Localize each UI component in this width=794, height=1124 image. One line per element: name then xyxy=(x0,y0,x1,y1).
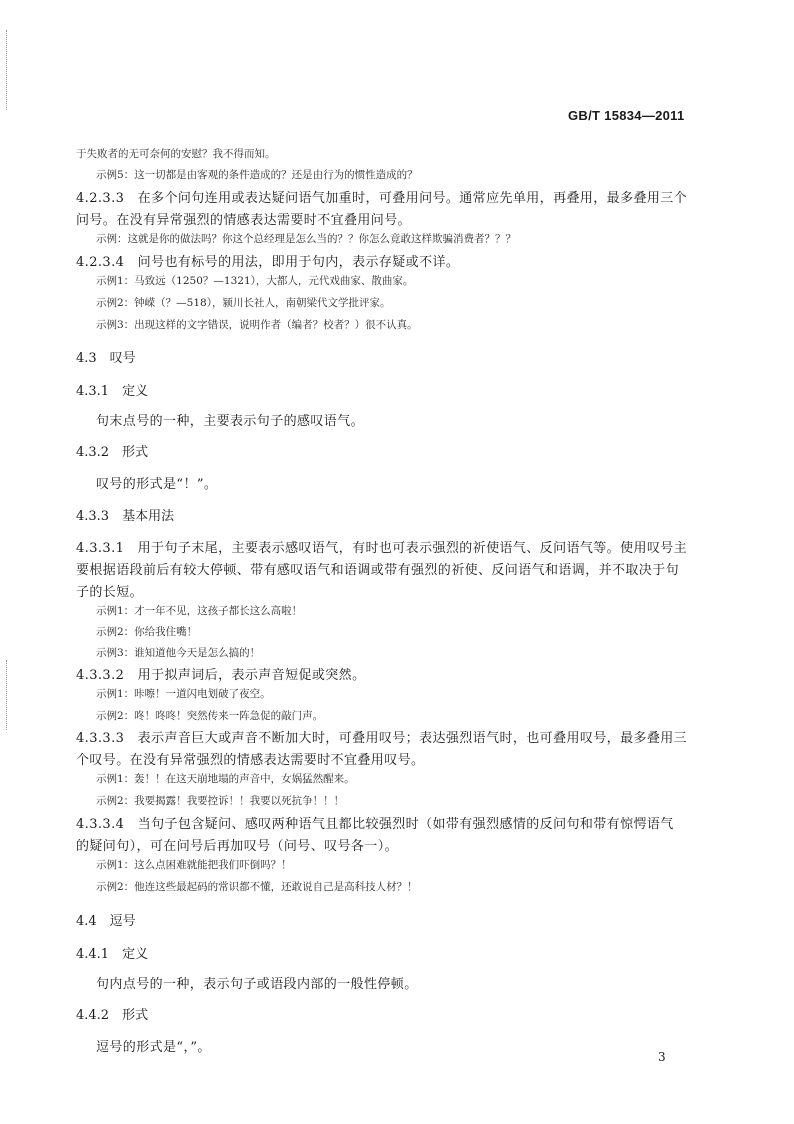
page-number: 3 xyxy=(658,1050,666,1064)
body-text-line: 逗号的形式是“，”。 xyxy=(96,1040,211,1055)
example-line: 示例3：出现这样的文字错误，说明作者（编者？校者？）很不认真。 xyxy=(96,319,418,331)
subsection-heading-4-3-1: 4.3.1 定义 xyxy=(76,384,149,399)
example-line: 示例2：咚！咚咚！突然传来一阵急促的敲门声。 xyxy=(96,710,324,722)
binding-margin-dots xyxy=(6,30,9,110)
example-line: 于失败者的无可奈何的安慰？我不得而知。 xyxy=(76,148,276,160)
clause-4-3-3-3: 4.3.3.3 表示声音巨大或声音不断加大时，可叠用叹号；表达强烈语气时，也可叠用叹号，最多叠用三 xyxy=(76,731,688,746)
example-line: 示例：这就是你的做法吗？你这个总经理是怎么当的？？你怎么竟敢这样欺骗消费者？？？ xyxy=(96,233,516,245)
example-line: 示例2：你给我住嘴！ xyxy=(96,626,198,638)
example-line: 示例1：轰！！在这天崩地塌的声音中，女娲猛然醒来。 xyxy=(96,773,355,785)
clause-4-3-3-1: 4.3.3.1 用于句子末尾，主要表示感叹语气，有时也可表示强烈的祈使语气、反问语气等。使用叹号主 xyxy=(76,541,688,556)
example-line: 示例2：我要揭露！我要控诉！！我要以死抗争！！！ xyxy=(96,795,345,807)
body-text-line: 子的长短。 xyxy=(76,585,144,600)
body-text-line: 问号。在没有异常强烈的情感表达需要时不宜叠用问号。 xyxy=(76,213,412,228)
clause-4-3-3-2: 4.3.3.2 用于拟声词后，表示声音短促或突然。 xyxy=(76,668,366,683)
subsection-heading-4-3-3: 4.3.3 基本用法 xyxy=(76,509,175,524)
section-heading-4-3: 4.3 叹号 xyxy=(76,351,136,366)
subsection-heading-4-4-1: 4.4.1 定义 xyxy=(76,947,149,962)
clause-4-2-3-3: 4.2.3.3 在多个问句连用或表达疑问语气加重时，可叠用问号。通常应先单用，再叠用，最多叠用三个 xyxy=(76,191,688,206)
example-line: 示例1：才一年不见，这孩子都长这么高啦！ xyxy=(96,605,303,617)
example-line: 示例2：钟嵘（？—518），颍川长社人，南朝梁代文学批评家。 xyxy=(96,297,391,309)
example-line: 示例1：马致远（1250？—1321），大都人，元代戏曲家、散曲家。 xyxy=(96,275,414,287)
binding-margin-dots xyxy=(6,660,9,730)
body-text-line: 要根据语段前后有较大停顿、带有感叹语气和语调或带有强烈的祈使、反问语气和语调，并不取决于句 xyxy=(76,563,680,578)
subsection-heading-4-4-2: 4.4.2 形式 xyxy=(76,1008,149,1023)
subsection-heading-4-3-2: 4.3.2 形式 xyxy=(76,445,149,460)
example-line: 示例1：这么点困难就能把我们吓倒吗？！ xyxy=(96,859,292,871)
body-text-line: 个叹号。在没有异常强烈的情感表达需要时不宜叠用叹号。 xyxy=(76,753,425,768)
section-heading-4-4: 4.4 逗号 xyxy=(76,914,136,929)
clause-4-2-3-4: 4.2.3.4 问号也有标号的用法，即用于句内，表示存疑或不详。 xyxy=(76,255,460,270)
clause-4-3-3-4: 4.3.3.4 当句子包含疑问、感叹两种语气且都比较强烈时（如带有强烈感情的反问句和带有惊愕语气 xyxy=(76,817,674,832)
example-line: 示例1：咔嚓！一道闪电划破了夜空。 xyxy=(96,688,271,700)
body-text-line: 叹号的形式是“！”。 xyxy=(96,477,218,492)
body-text-line: 的疑问句），可在问号后再加叹号（问号、叹号各一）。 xyxy=(76,839,399,854)
example-line: 示例3：谁知道他今天是怎么搞的！ xyxy=(96,647,261,659)
standard-number-header: GB/T 15834—2011 xyxy=(568,108,685,123)
example-line: 示例5：这一切都是由客观的条件造成的？还是由行为的惯性造成的？ xyxy=(96,169,418,181)
body-text-line: 句内点号的一种，表示句子或语段内部的一般性停顿。 xyxy=(96,977,418,992)
body-text-line: 句末点号的一种，主要表示句子的感叹语气。 xyxy=(96,414,365,429)
example-line: 示例2：他连这些最起码的常识都不懂，还敢说自己是高科技人材？！ xyxy=(96,881,418,893)
